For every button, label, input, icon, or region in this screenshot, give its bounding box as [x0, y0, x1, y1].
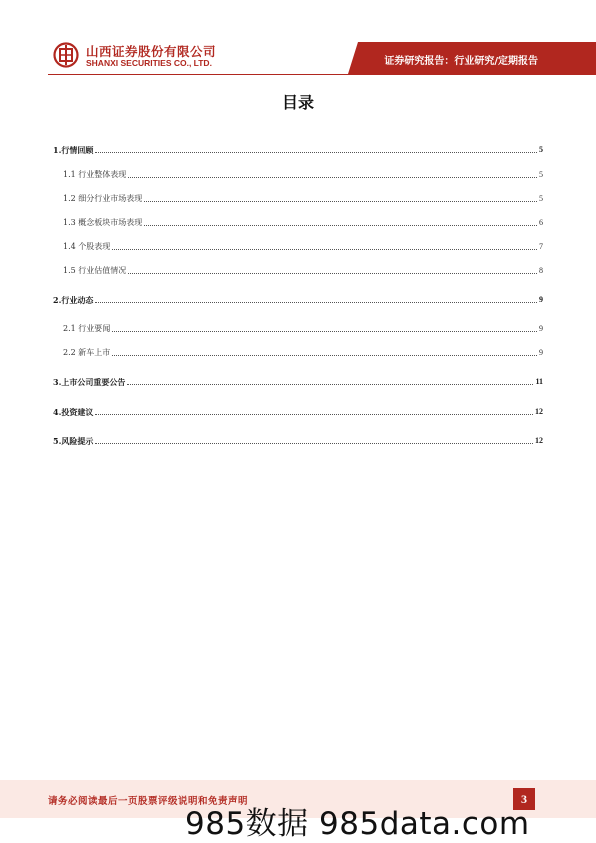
toc-entry-page: 5: [539, 170, 543, 179]
toc-leader-dots: [112, 330, 537, 332]
toc-leader-dots: [144, 200, 537, 202]
toc-entry-page: 6: [539, 218, 543, 227]
toc-entry-page: 8: [539, 266, 543, 275]
toc-entry-page: 9: [539, 324, 543, 333]
page-header: [0, 0, 596, 80]
toc-leader-dots: [144, 224, 537, 226]
toc-entry-label: 5.风险提示: [53, 436, 94, 446]
toc-entry-label: 2.1 行业要闻: [63, 324, 111, 333]
toc-leader-dots: [95, 442, 533, 444]
toc-leader-dots: [127, 383, 533, 385]
toc-title: 目录: [281, 93, 314, 112]
disclaimer-note: 请务必阅读最后一页股票评级说明和免责声明: [48, 796, 249, 807]
toc-entry[interactable]: [53, 403, 543, 417]
report-type-label: 证券研究报告：行业研究/定期报告: [384, 56, 538, 67]
company-name-en: SHANXI SECURITIES CO., LTD.: [86, 58, 212, 68]
toc-entry-label: 1.4 个股表现: [63, 242, 111, 251]
toc-entry-label: 2.行业动态: [53, 295, 94, 305]
toc-entry-page: 11: [535, 377, 543, 386]
header-divider: [48, 74, 596, 75]
toc-entry[interactable]: [53, 214, 543, 228]
toc-entry[interactable]: [53, 373, 543, 387]
page-number-badge: 3: [513, 788, 535, 810]
toc-entry-page: 12: [535, 436, 543, 445]
toc-entry[interactable]: [53, 166, 543, 180]
shanxi-securities-logo-icon: [53, 42, 79, 68]
toc-entry-page: 9: [539, 295, 543, 304]
toc-entry-label: 4.投资建议: [53, 407, 94, 417]
toc-leader-dots: [95, 413, 533, 415]
toc-entry-label: 1.1 行业整体表现: [63, 170, 127, 179]
toc-entry-page: 9: [539, 348, 543, 357]
toc-leader-dots: [128, 272, 537, 274]
toc-entry[interactable]: [53, 291, 543, 305]
toc-entry-label: 1.5 行业估值情况: [63, 266, 127, 275]
toc-entry-page: 7: [539, 242, 543, 251]
toc-entry-label: 2.2 新车上市: [63, 348, 111, 357]
toc-entry-label: 1.2 细分行业市场表现: [63, 194, 143, 203]
company-name-cn: 山西证券股份有限公司: [86, 44, 217, 59]
toc-leader-dots: [112, 354, 537, 356]
toc-entry[interactable]: [53, 190, 543, 204]
watermark-text: 985数据 985data.com: [185, 806, 530, 842]
toc-entry-page: 5: [539, 194, 543, 203]
toc-entry-label: 1.行情回顾: [53, 145, 94, 155]
toc-entry[interactable]: [53, 432, 543, 446]
toc-entry-page: 12: [535, 407, 543, 416]
toc-entry-label: 3.上市公司重要公告: [53, 377, 126, 387]
toc-entry-label: 1.3 概念板块市场表现: [63, 218, 143, 227]
toc-entry[interactable]: [53, 320, 543, 334]
toc-entry[interactable]: [53, 238, 543, 252]
toc-entry[interactable]: [53, 262, 543, 276]
toc-leader-dots: [95, 301, 537, 303]
toc-leader-dots: [95, 151, 537, 153]
toc-entry-page: 5: [539, 145, 543, 154]
toc-entry[interactable]: [53, 344, 543, 358]
toc-leader-dots: [128, 176, 537, 178]
toc-leader-dots: [112, 248, 537, 250]
toc-entry[interactable]: [53, 141, 543, 155]
